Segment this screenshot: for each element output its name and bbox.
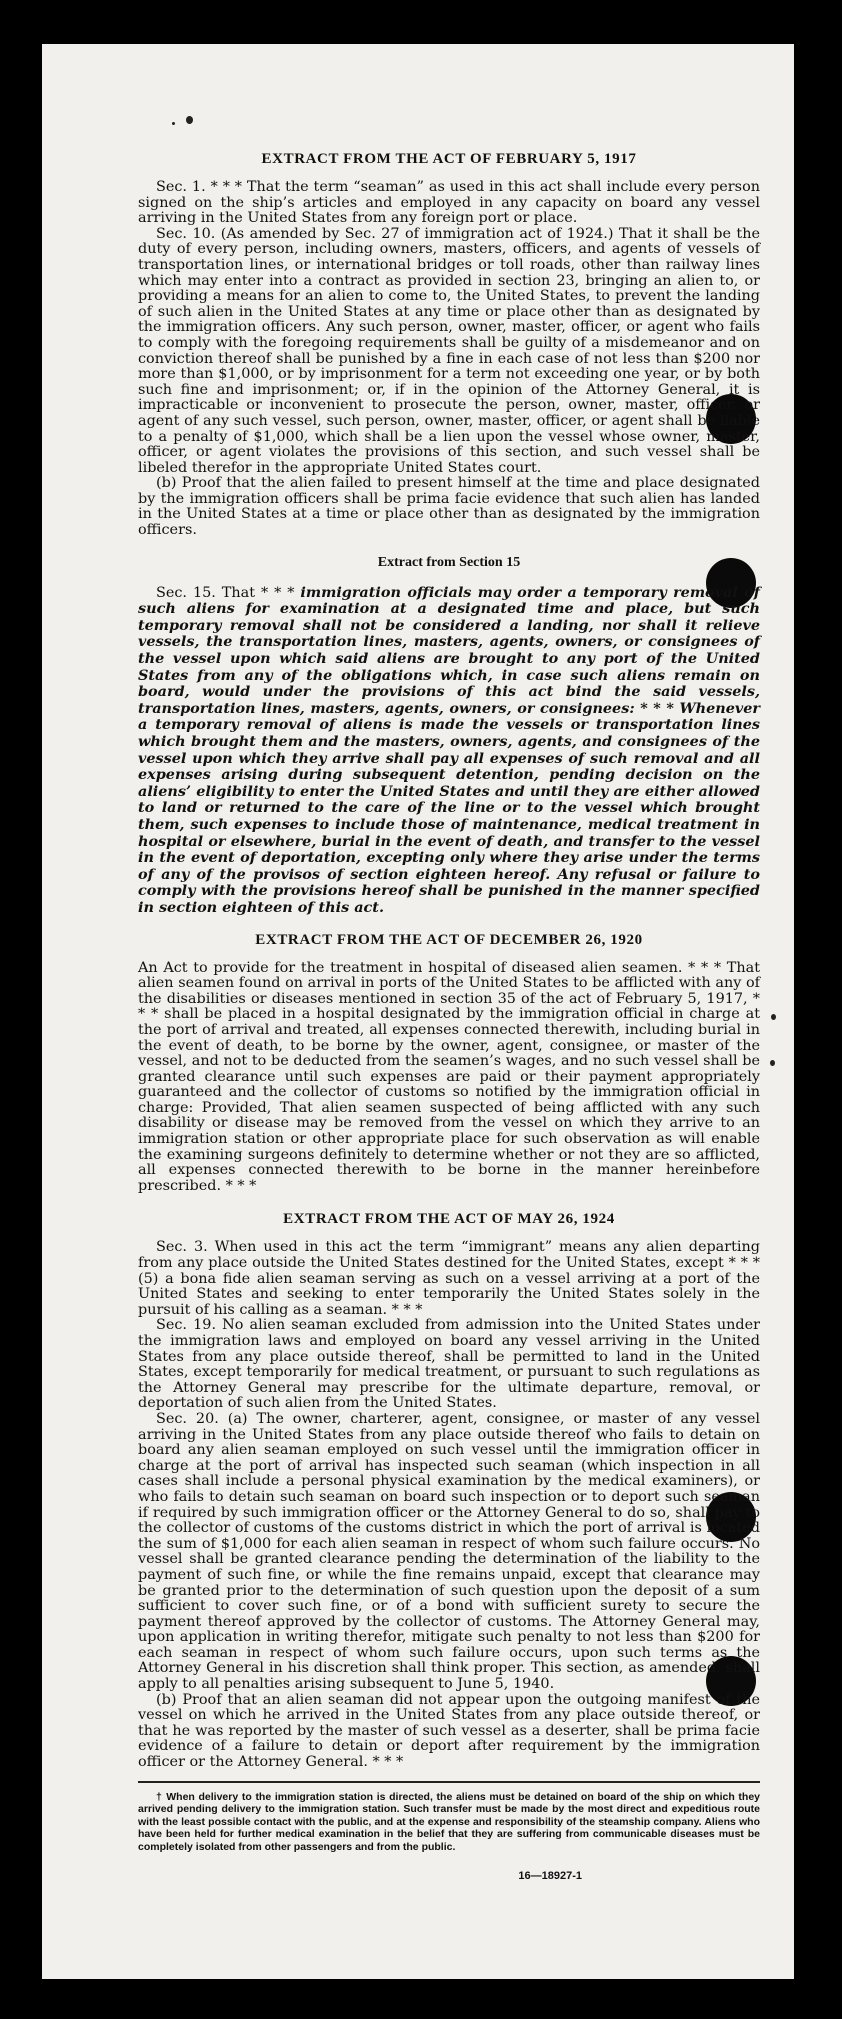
extract-1917: [138, 150, 760, 539]
ink-speck: [172, 122, 175, 125]
section-lead: Sec. 15. That * * *: [156, 584, 295, 601]
section-heading: EXTRACT FROM THE ACT OF DECEMBER 26, 1920: [255, 931, 643, 948]
paragraph: Sec. 3. When used in this act the term “immigrant” means any alien departing from any place outside the United States destined for the United States, except * * * (5) a bona fide alien seaman serving as such on a vessel arriving at a port of the United States and seeking to enter temporarily the United States solely in the pursuit of his calling as a seaman. * * *: [138, 1239, 760, 1318]
paragraph: [138, 585, 760, 917]
extract-1924: [138, 1210, 760, 1770]
document-body: [138, 150, 760, 1885]
extract-section-15: [138, 555, 760, 917]
paragraph: (b) Proof that the alien failed to present himself at the time and place designated by the immigration officers shall be prima facie evidence that such alien has landed in the United States at a time or place other than as designated by the immigration officers.: [138, 475, 760, 539]
ink-speck: [771, 1014, 776, 1020]
section-heading: EXTRACT FROM THE ACT OF MAY 26, 1924: [283, 1211, 615, 1228]
extract-1920: [138, 931, 760, 1195]
footnote-divider: [138, 1781, 760, 1783]
ink-speck: [186, 116, 193, 124]
section-subheading: Extract from Section 15: [377, 554, 521, 570]
paragraph: An Act to provide for the treatment in hospital of diseased alien seamen. * * * That alien seamen found on arrival in ports of the United States to be afflicted with any of the disabilities or diseases mentioned in section 35 of the act of February 5, 1917, * * * shall be placed in a hospital designated by the immigration official in charge at the port of arrival and treated, all expenses connected therewith, including burial in the event of death, to be borne by the owner, agent, consignee, or master of the vessel, and not to be deducted from the seamen’s wages, and no such vessel shall be granted clearance until such expenses are paid or their payment appropriately guaranteed and the collector of customs so notified by the immigration official in charge: Provided, That alien seamen suspected of being afflicted with any such disability or disease may be removed from the vessel on which they arrive to an immigration station or other appropriate place for such observation as will enable the examining surgeons definitely to determine whether or not they are so afflicted, all expenses connected therewith to be borne in the manner hereinbefore prescribed. * * *: [138, 959, 760, 1194]
paragraph: (b) Proof that an alien seaman did not appear upon the outgoing manifest of the vessel on which he arrived in the United States from any place outside thereof, or that he was reported by the master of such vessel as a deserter, shall be prima facie evidence of a failure to detain or deport after requirement by the immigration officer or the Attorney General. * * *: [138, 1691, 760, 1771]
paragraph: Sec. 19. No alien seaman excluded from admission into the United States under the immigration laws and employed on board any vessel arriving in the United States from any place outside thereof, shall be permitted to land in the United States, except temporarily for medical treatment, or pursuant to such regulations as the Attorney General may prescribe for the ultimate departure, removal, or deportation of such alien from the United States.: [138, 1317, 760, 1412]
paragraph: Sec. 20. (a) The owner, charterer, agent, consignee, or master of any vessel arriving in the United States from any place outside thereof who fails to detain on board any alien seaman employed on such vessel until the immigration officer in charge at the port of arrival has inspected such seaman (which inspection in all cases shall include a personal physical examination by the medical examiners), or who fails to detain such seaman on board such inspection or to deport such seaman if required by such immigration officer or the Attorney General to do so, shall pay to the collector of customs of the customs district in which the port of arrival is located the sum of $1,000 for each alien seaman in respect of whom such failure occurs. No vessel shall be granted clearance pending the determination of the liability to the payment of such fine, or while the fine remains unpaid, except that clearance may be granted prior to the determination of such question upon the deposit of a sum sufficient to cover such fine, or of a bond with sufficient surety to secure the payment thereof approved by the collector of customs. The Attorney General may, upon application in writing therefor, mitigate such penalty to not less than $200 for each seaman in respect of whom such failure occurs, upon such terms as the Attorney General in his discretion shall think proper. This section, as amended, shall apply to all penalties arising subsequent to June 5, 1940.: [138, 1410, 760, 1693]
paragraph: Sec. 1. * * * That the term “seaman” as used in this act shall include every person signed on the ship’s articles and employed in any capacity on board any vessel arriving in the United States from any foreign port or place.: [138, 179, 760, 227]
section-heading: EXTRACT FROM THE ACT OF FEBRUARY 5, 1917: [261, 151, 637, 167]
italic-text: immigration officials may order a temporary removal of such aliens for examination at a designated time and place, but such temporary removal shall not be considered a landing, nor shall it relieve vessels, the transportation lines, masters, agents, owners, or consignees of the vessel upon which said aliens are brought to any port of the United States from any of the obligations which, in case such aliens remain on board, would under the provisions of this act bind the said vessels, transportation lines, masters, agents, owners, or consignees: * * * Whenever a temporary removal of aliens is made the vessels or transportation lines which brought them and the masters, owners, agents, and consignees of the vessel upon which they arrive shall pay all expenses of such removal and all expenses arising during subsequent detention, pending decision on the aliens’ eligibility to enter the United States and until they are either allowed to land or returned to the care of the line or to the vessel which brought them, such expenses to include those of maintenance, medical treatment in hospital or elsewhere, burial in the event of death, and transfer to the vessel in the event of deportation, excepting only where they arise under the terms of any of the provisos of section eighteen hereof. Any refusal or failure to comply with the provisions hereof shall be punished in the manner specified in section eighteen of this act.: [138, 583, 760, 916]
footnote: † When delivery to the immigration station is directed, the aliens must be detained on board of the ship on which they arrived pending delivery to the immigration station. Such transfer must be made by the most direct and expeditious route with the least possible contact with the public, and at the expense and responsibility of the steamship company. Aliens who have been held for further medical examination in the belief that they are suffering from communicable diseases must be completely isolated from other passengers and from the public.: [138, 1790, 760, 1853]
document-page: [42, 44, 794, 1979]
ink-speck: [770, 1060, 775, 1066]
form-number: 16—18927-1: [518, 1870, 582, 1883]
paragraph: Sec. 10. (As amended by Sec. 27 of immigration act of 1924.) That it shall be the duty of every person, including owners, masters, officers, and agents of vessels of transportation lines, or international bridges or toll roads, other than railway lines which may enter into a contract as provided in section 23, bringing an alien to, or providing a means for an alien to come to, the United States, to prevent the landing of such alien in the United States at any time or place other than as designated by the immigration officers. Any such person, owner, master, officer, or agent who fails to comply with the foregoing requirements shall be guilty of a misdemeanor and on conviction thereof shall be punished by a fine in each case of not less than $200 nor more than $1,000, or by imprisonment for a term not exceeding one year, or by both such fine and imprisonment; or, if in the opinion of the Attorney General, it is impracticable or inconvenient to prosecute the person, owner, master, officer, or agent of any such vessel, such person, owner, master, officer, or agent shall be liable to a penalty of $1,000, which shall be a lien upon the vessel whose owner, master, officer, or agent violates the provisions of this section, and such vessel shall be libeled therefor in the appropriate United States court.: [138, 225, 760, 476]
